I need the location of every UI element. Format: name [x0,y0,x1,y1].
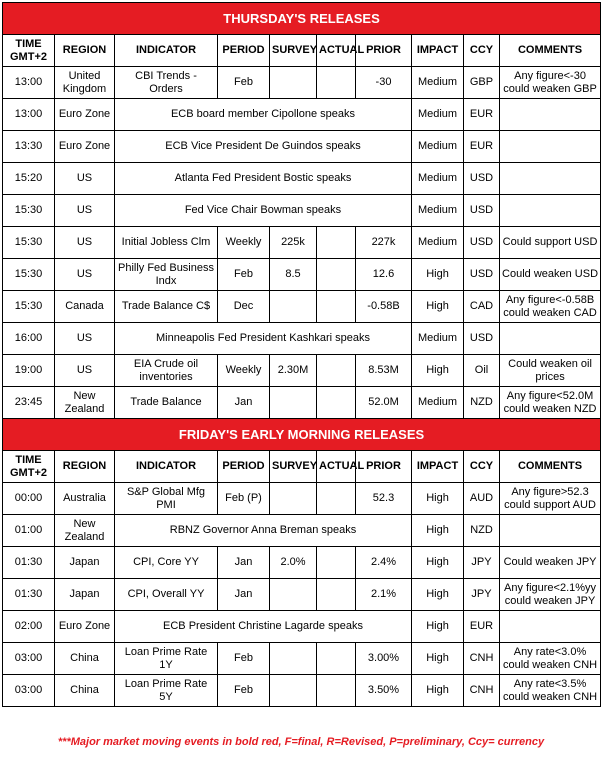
cell-survey [270,387,317,419]
cell-comments: Any figure<-0.58B could weaken CAD [500,291,601,323]
column-header-period: PERIOD [218,35,270,67]
cell-indicator: Trade Balance [115,387,218,419]
cell-survey [270,67,317,99]
cell-time: 03:00 [3,643,55,675]
column-header-prior: PRIOR [356,451,412,483]
cell-period: Feb [218,67,270,99]
column-header-comments: COMMENTS [500,451,601,483]
cell-actual [317,387,356,419]
column-header-actual: ACTUAL [317,451,356,483]
cell-survey: 2.0% [270,547,317,579]
cell-impact: High [412,483,464,515]
cell-impact: High [412,611,464,643]
column-header-indicator: INDICATOR [115,451,218,483]
cell-ccy: CNH [464,643,500,675]
table-row [3,195,601,227]
cell-region: United Kingdom [55,67,115,99]
table-row [3,67,601,99]
cell-region: New Zealand [55,387,115,419]
cell-actual [317,643,356,675]
table-row [3,259,601,291]
cell-ccy: CNH [464,675,500,707]
cell-survey: 8.5 [270,259,317,291]
table-row [3,515,601,547]
table-row [3,675,601,707]
cell-comments: Could support USD [500,227,601,259]
column-header-survey: SURVEY [270,35,317,67]
cell-region: China [55,675,115,707]
cell-survey [270,675,317,707]
column-header-period: PERIOD [218,451,270,483]
cell-region: US [55,163,115,195]
cell-ccy: USD [464,227,500,259]
cell-ccy: USD [464,195,500,227]
column-header-region: REGION [55,451,115,483]
cell-time: 15:30 [3,291,55,323]
column-header-ccy: CCY [464,35,500,67]
cell-indicator: CPI, Overall YY [115,579,218,611]
column-header-prior: PRIOR [356,35,412,67]
cell-time: 15:30 [3,195,55,227]
cell-time: 02:00 [3,611,55,643]
cell-prior: 2.4% [356,547,412,579]
column-header-indicator: INDICATOR [115,35,218,67]
cell-impact: High [412,355,464,387]
cell-comments [500,195,601,227]
cell-indicator: Trade Balance C$ [115,291,218,323]
cell-indicator: Loan Prime Rate 5Y [115,675,218,707]
cell-comments: Any figure<52.0M could weaken NZD [500,387,601,419]
cell-region: New Zealand [55,515,115,547]
cell-period: Dec [218,291,270,323]
section-title: FRIDAY'S EARLY MORNING RELEASES [3,419,601,451]
cell-time: 01:30 [3,547,55,579]
cell-region: Japan [55,547,115,579]
cell-survey [270,483,317,515]
cell-survey [270,291,317,323]
cell-prior: 52.3 [356,483,412,515]
cell-period: Jan [218,579,270,611]
column-header-ccy: CCY [464,451,500,483]
cell-period: Jan [218,387,270,419]
cell-time: 16:00 [3,323,55,355]
footnote: ***Major market moving events in bold red, F=final, R=Revised, P=preliminary, Ccy= currency [57,736,545,748]
cell-period: Weekly [218,355,270,387]
table-row [3,355,601,387]
cell-region: US [55,323,115,355]
cell-ccy: USD [464,259,500,291]
cell-comments: Any figure>52.3 could support AUD [500,483,601,515]
cell-period: Feb (P) [218,483,270,515]
column-header-time: TIME GMT+2 [3,35,55,67]
header-row [3,451,601,483]
cell-ccy: NZD [464,387,500,419]
cell-time: 03:00 [3,675,55,707]
cell-region: US [55,195,115,227]
cell-impact: Medium [412,387,464,419]
cell-impact: Medium [412,99,464,131]
cell-survey [270,579,317,611]
cell-comments [500,515,601,547]
cell-region: Euro Zone [55,131,115,163]
cell-survey: 2.30M [270,355,317,387]
column-header-impact: IMPACT [412,35,464,67]
cell-indicator: CPI, Core YY [115,547,218,579]
cell-prior: -30 [356,67,412,99]
table-row [3,227,601,259]
cell-region: Australia [55,483,115,515]
cell-region: US [55,259,115,291]
cell-actual [317,67,356,99]
cell-actual [317,547,356,579]
cell-indicator: Philly Fed Business Indx [115,259,218,291]
cell-time: 15:20 [3,163,55,195]
cell-impact: High [412,547,464,579]
cell-ccy: CAD [464,291,500,323]
cell-time: 13:00 [3,67,55,99]
cell-region: US [55,355,115,387]
cell-comments: Could weaken oil prices [500,355,601,387]
cell-prior: -0.58B [356,291,412,323]
cell-region: Euro Zone [55,99,115,131]
cell-actual [317,291,356,323]
table-row [3,291,601,323]
section-title-row [3,419,601,451]
cell-event: Minneapolis Fed President Kashkari speaks [115,323,412,355]
cell-comments: Could weaken JPY [500,547,601,579]
column-header-time: TIME GMT+2 [3,451,55,483]
cell-time: 01:30 [3,579,55,611]
cell-comments [500,163,601,195]
cell-survey [270,643,317,675]
cell-impact: Medium [412,67,464,99]
table-row [3,131,601,163]
table-row [3,579,601,611]
cell-comments: Any figure<-30 could weaken GBP [500,67,601,99]
table-row [3,99,601,131]
cell-time: 01:00 [3,515,55,547]
cell-indicator: Initial Jobless Clm [115,227,218,259]
column-header-survey: SURVEY [270,451,317,483]
cell-event: ECB President Christine Lagarde speaks [115,611,412,643]
cell-ccy: USD [464,163,500,195]
column-header-region: REGION [55,35,115,67]
cell-indicator: EIA Crude oil inventories [115,355,218,387]
cell-indicator: Loan Prime Rate 1Y [115,643,218,675]
table-row [3,483,601,515]
cell-impact: High [412,515,464,547]
cell-actual [317,675,356,707]
cell-event: ECB Vice President De Guindos speaks [115,131,412,163]
cell-ccy: Oil [464,355,500,387]
cell-period: Feb [218,259,270,291]
cell-comments: Any figure<2.1%yy could weaken JPY [500,579,601,611]
cell-impact: High [412,291,464,323]
table-row [3,547,601,579]
table-row [3,387,601,419]
cell-survey: 225k [270,227,317,259]
cell-ccy: JPY [464,547,500,579]
cell-comments: Any rate<3.5% could weaken CNH [500,675,601,707]
cell-region: Canada [55,291,115,323]
cell-prior: 2.1% [356,579,412,611]
cell-prior: 12.6 [356,259,412,291]
cell-prior: 52.0M [356,387,412,419]
cell-time: 00:00 [3,483,55,515]
cell-period: Jan [218,547,270,579]
cell-impact: Medium [412,163,464,195]
cell-time: 23:45 [3,387,55,419]
cell-impact: Medium [412,323,464,355]
cell-impact: High [412,675,464,707]
section-title: THURSDAY'S RELEASES [3,3,601,35]
header-row [3,35,601,67]
table-row [3,163,601,195]
cell-comments: Any rate<3.0% could weaken CNH [500,643,601,675]
cell-region: US [55,227,115,259]
cell-ccy: USD [464,323,500,355]
cell-time: 19:00 [3,355,55,387]
cell-actual [317,355,356,387]
column-header-impact: IMPACT [412,451,464,483]
cell-actual [317,259,356,291]
cell-prior: 8.53M [356,355,412,387]
cell-actual [317,227,356,259]
table-row [3,323,601,355]
cell-ccy: NZD [464,515,500,547]
cell-impact: High [412,259,464,291]
cell-indicator: CBI Trends - Orders [115,67,218,99]
cell-prior: 3.00% [356,643,412,675]
cell-comments [500,323,601,355]
cell-ccy: EUR [464,99,500,131]
cell-time: 15:30 [3,227,55,259]
table-row [3,643,601,675]
cell-ccy: GBP [464,67,500,99]
cell-ccy: EUR [464,611,500,643]
cell-impact: Medium [412,227,464,259]
column-header-actual: ACTUAL [317,35,356,67]
cell-impact: Medium [412,131,464,163]
cell-region: Japan [55,579,115,611]
economic-calendar-table [2,2,601,707]
cell-comments [500,131,601,163]
cell-prior: 3.50% [356,675,412,707]
cell-period: Weekly [218,227,270,259]
cell-time: 13:00 [3,99,55,131]
cell-event: RBNZ Governor Anna Breman speaks [115,515,412,547]
table-row [3,611,601,643]
cell-impact: Medium [412,195,464,227]
cell-impact: High [412,579,464,611]
cell-comments [500,99,601,131]
cell-actual [317,483,356,515]
cell-actual [317,579,356,611]
cell-ccy: AUD [464,483,500,515]
cell-comments: Could weaken USD [500,259,601,291]
cell-period: Feb [218,675,270,707]
cell-impact: High [412,643,464,675]
section-title-row [3,3,601,35]
cell-prior: 227k [356,227,412,259]
cell-indicator: S&P Global Mfg PMI [115,483,218,515]
cell-ccy: EUR [464,131,500,163]
cell-time: 13:30 [3,131,55,163]
cell-region: Euro Zone [55,611,115,643]
cell-ccy: JPY [464,579,500,611]
cell-event: Fed Vice Chair Bowman speaks [115,195,412,227]
cell-region: China [55,643,115,675]
column-header-comments: COMMENTS [500,35,601,67]
cell-comments [500,611,601,643]
cell-period: Feb [218,643,270,675]
cell-time: 15:30 [3,259,55,291]
cell-event: Atlanta Fed President Bostic speaks [115,163,412,195]
cell-event: ECB board member Cipollone speaks [115,99,412,131]
